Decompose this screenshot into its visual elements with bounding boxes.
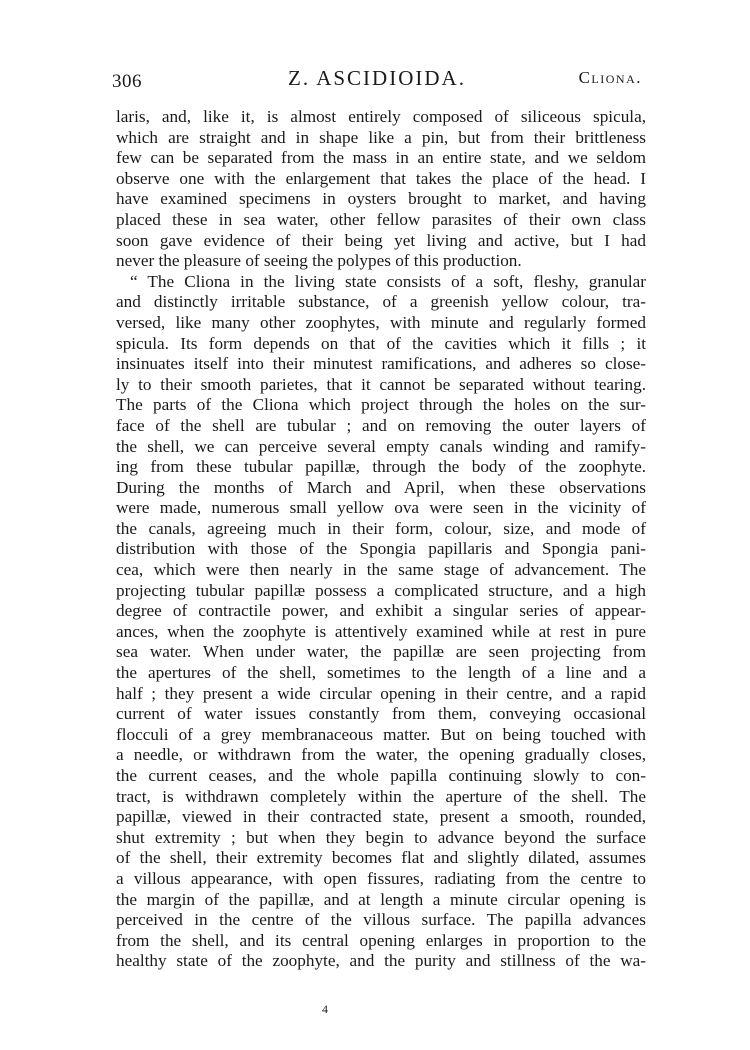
text-line: of the shell, their extremity becomes flat and slightly dilated, assumes [116,848,646,868]
text-line: versed, like many other zoophytes, with minute and regularly formed [116,312,646,332]
text-line: During the months of March and April, when these observations [116,477,646,497]
section-title: Cliona. [578,68,642,87]
text-line: few can be separated from the mass in an entire state, and we seldom [116,148,646,168]
text-line: The parts of the Cliona which project through the holes on the sur- [116,395,646,415]
text-line: shut extremity ; but when they begin to advance beyond the surface [116,827,646,847]
text-line: insinuates itself into their minutest ramifications, and adheres so close- [116,354,646,374]
text-line: the canals, agreeing much in their form, colour, size, and mode of [116,518,646,538]
signature-mark: 4 [322,1002,328,1016]
text-line: healthy state of the zoophyte, and the purity and stillness of the wa- [116,951,646,971]
text-line: placed these in sea water, other fellow parasites of their own class [116,209,646,229]
text-line: the margin of the papillæ, and at length a minute circular opening is [116,889,646,909]
running-title: Z. ASCIDIOIDA. [288,66,466,90]
text-line: and distinctly irritable substance, of a greenish yellow colour, tra- [116,292,646,312]
text-line: were made, numerous small yellow ova were seen in the vicinity of [116,498,646,518]
text-line: the current ceases, and the whole papilla continuing slowly to con- [116,766,646,785]
page-number: 306 [112,71,142,92]
text-line: the apertures of the shell, sometimes to the length of a line and a [116,663,646,683]
text-line: half ; they present a wide circular opening in their centre, and a rapid [116,683,646,703]
text-line: “ The Cliona in the living state consists of a soft, fleshy, granular [130,271,646,291]
text-line: never the pleasure of seeing the polypes of this production. [116,251,522,271]
body-text [116,107,646,972]
text-line: ly to their smooth parietes, that it cannot be separated without tearing. [116,374,646,394]
text-line: from the shell, and its central opening enlarges in proportion to the [116,930,646,950]
text-line: papillæ, viewed in their contracted state, present a smooth, rounded, [116,807,646,827]
text-line: a villous appearance, with open fissures, radiating from the centre to [116,868,646,888]
text-line: have examined specimens in oysters brought to market, and having [116,189,646,209]
text-line: a needle, or withdrawn from the water, the opening gradually closes, [116,745,646,765]
text-line: spicula. Its form depends on that of the cavities which it fills ; it [116,333,646,353]
text-line: tract, is withdrawn completely within the aperture of the shell. The [116,786,646,806]
page-header [112,66,642,94]
text-line: face of the shell are tubular ; and on removing the outer layers of [116,415,646,435]
text-line: distribution with those of the Spongia papillaris and Spongia pani- [116,539,646,559]
text-line: degree of contractile power, and exhibit a singular series of appear- [116,601,646,621]
text-line: which are straight and in shape like a pin, but from their brittleness [116,127,646,147]
text-line: soon gave evidence of their being yet living and active, but I had [116,230,646,250]
text-line: sea water. When under water, the papillæ are seen projecting from [116,642,646,662]
text-line: perceived in the centre of the villous surface. The papilla advances [116,910,646,930]
text-line: the shell, we can perceive several empty canals winding and ramify- [116,436,646,456]
text-line: observe one with the enlargement that takes the place of the head. I [116,168,646,188]
text-line: projecting tubular papillæ possess a complicated structure, and a high [116,580,646,600]
text-line: ances, when the zoophyte is attentively examined while at rest in pure [116,621,646,641]
text-line: flocculi of a grey membranaceous matter. But on being touched with [116,724,646,744]
text-line: ing from these tubular papillæ, through the body of the zoophyte. [116,457,646,477]
text-line: cea, which were then nearly in the same stage of advancement. The [116,560,646,580]
text-line: laris, and, like it, is almost entirely composed of siliceous spicula, [116,107,646,126]
text-line: current of water issues constantly from them, conveying occasional [116,704,646,724]
